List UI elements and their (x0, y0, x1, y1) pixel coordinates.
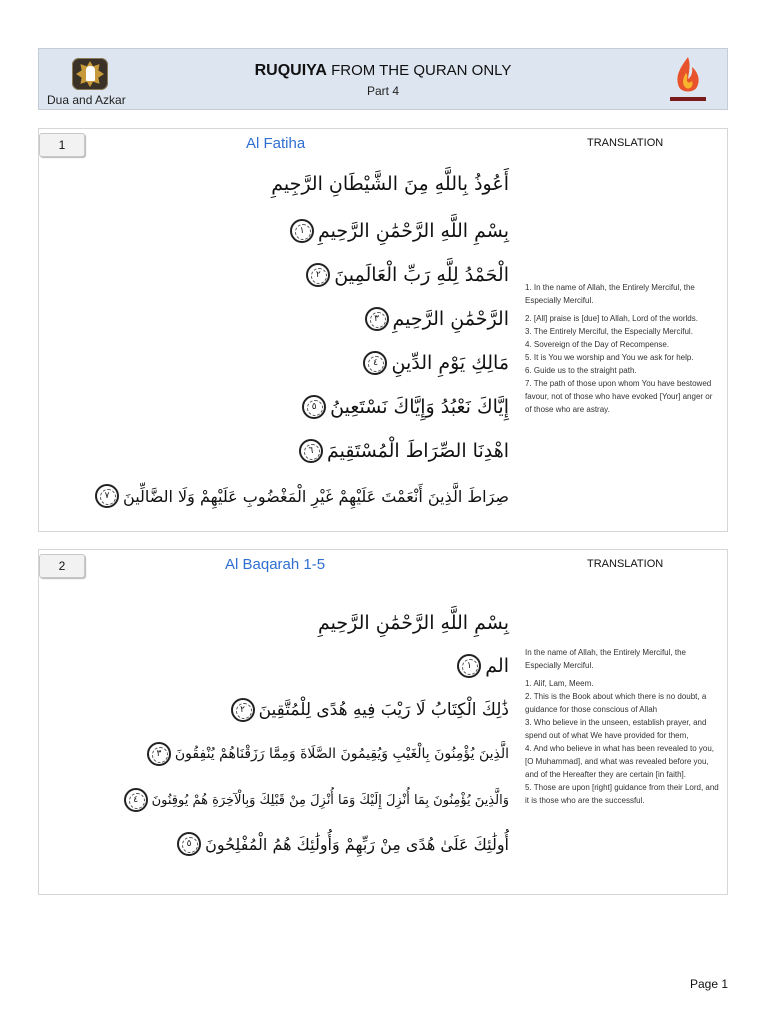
section-title: Al Baqarah 1-5 (225, 556, 326, 573)
verse-text: إِيَّاكَ نَعْبُدُ وَإِيَّاكَ نَسْتَعِينُ (330, 396, 509, 418)
page-number: Page 1 (690, 977, 729, 991)
verse-line (302, 395, 509, 419)
verse-text: الرَّحْمَٰنِ الرَّحِيمِ (392, 308, 509, 330)
flame-logo-icon (667, 55, 709, 105)
section-number: 2 (39, 554, 85, 578)
page-subtitle: Part 4 (366, 84, 399, 98)
translation-label: TRANSLATION (587, 558, 664, 570)
translation-line: 2. This is the Book about which there is no doubt, a guidance for those conscious of Allah (525, 692, 707, 714)
verse-line (124, 788, 509, 812)
brand-name: Dua and Azkar (47, 93, 126, 107)
translation-line: 3. Who believe in the unseen, establish prayer, and spend out of what We have provided for them, (525, 718, 707, 740)
verse-line (363, 351, 509, 375)
translation-line: 4. Sovereign of the Day of Recompense. (525, 340, 670, 349)
ayah-number-marker: ٢ (231, 698, 255, 722)
verse-line (290, 219, 509, 243)
verse-line (306, 263, 509, 287)
verse-text: اهْدِنَا الصِّرَاطَ الْمُسْتَقِيمَ (326, 440, 509, 462)
ayah-number-marker: ٦ (299, 439, 323, 463)
verse-line (318, 612, 509, 634)
ayah-number-marker: ٥ (177, 832, 201, 856)
title-strong: RUQUIYA (254, 62, 327, 79)
translation-line: 2. [All] praise is [due] to Allah, Lord of the worlds. (525, 314, 698, 323)
verse-line (95, 484, 509, 508)
section-title: Al Fatiha (246, 135, 306, 152)
verse-text: الم (485, 655, 509, 677)
translation-line: 7. The path of those upon whom You have bestowed favour, not of those who have evoked [Your] anger or of those who are astray. (525, 379, 713, 414)
page-header (38, 48, 728, 110)
ayah-number-marker: ٣ (365, 307, 389, 331)
translation-text (525, 281, 721, 416)
translation-text (525, 646, 721, 807)
translation-line: 5. It is You we worship and You we ask for help. (525, 353, 694, 362)
translation-line: 6. Guide us to the straight path. (525, 366, 637, 375)
ayah-number-marker: ٥ (302, 395, 326, 419)
verse-text: بِسْمِ اللَّهِ الرَّحْمَٰنِ الرَّحِيمِ (318, 220, 509, 242)
verse-line (457, 654, 509, 678)
verse-text: بِسْمِ اللَّهِ الرَّحْمَٰنِ الرَّحِيمِ (318, 612, 509, 634)
verse-line (147, 742, 509, 766)
translation-line: In the name of Allah, the Entirely Merciful, the Especially Merciful. (525, 648, 686, 670)
verse-text: صِرَاطَ الَّذِينَ أَنْعَمْتَ عَلَيْهِمْ غَيْرِ الْمَغْضُوبِ عَلَيْهِمْ وَلَا الضَّالِّينَ (123, 486, 509, 506)
section-number: 1 (39, 133, 85, 157)
title-rest: FROM THE QURAN ONLY (331, 62, 512, 79)
ayah-number-marker: ١ (457, 654, 481, 678)
ayah-number-marker: ٤ (363, 351, 387, 375)
translation-line: 5. Those are upon [right] guidance from their Lord, and it is those who are the successful. (525, 783, 719, 805)
section-al-fatiha (38, 128, 728, 532)
ayah-number-marker: ٤ (124, 788, 148, 812)
ayah-number-marker: ٣ (147, 742, 171, 766)
verse-text: وَالَّذِينَ يُؤْمِنُونَ بِمَا أُنْزِلَ إِلَيْكَ وَمَا أُنْزِلَ مِنْ قَبْلِكَ وَبِالْآخِرَةِ هُمْ يُوقِنُونَ (151, 792, 509, 808)
translation-line: 4. And who believe in what has been revealed to you, [O Muhammad], and what was revealed before you, and of the Hereafter they are certain [in faith]. (525, 744, 715, 779)
ayah-number-marker: ١ (290, 219, 314, 243)
verse-text: الْحَمْدُ لِلَّهِ رَبِّ الْعَالَمِينَ (334, 264, 509, 286)
translation-line: 1. Alif, Lam, Meem. (525, 679, 594, 688)
verse-text: الَّذِينَ يُؤْمِنُونَ بِالْغَيْبِ وَيُقِيمُونَ الصَّلَاةَ وَمِمَّا رَزَقْنَاهُمْ يُنْفِقُونَ (174, 746, 509, 762)
verse-line (231, 698, 509, 722)
translation-line: 1. In the name of Allah, the Entirely Merciful, the Especially Merciful. (525, 283, 695, 305)
section-al-baqarah (38, 549, 728, 895)
verse-line (365, 307, 509, 331)
translation-label: TRANSLATION (587, 137, 664, 149)
verse-line (177, 832, 509, 856)
verse-text: أَعُوذُ بِاللَّهِ مِنَ الشَّيْطَانِ الرَّجِيمِ (271, 173, 509, 195)
verse-text: ذَٰلِكَ الْكِتَابُ لَا رَيْبَ فِيهِ هُدًى لِلْمُتَّقِينَ (258, 700, 509, 720)
page-title (39, 62, 727, 80)
verse-text: أُولَٰئِكَ عَلَىٰ هُدًى مِنْ رَبِّهِمْ وَأُولَٰئِكَ هُمُ الْمُفْلِحُونَ (205, 834, 509, 854)
ayah-number-marker: ٢ (306, 263, 330, 287)
verse-line (299, 439, 509, 463)
translation-line: 3. The Entirely Merciful, the Especially Merciful. (525, 327, 693, 336)
ayah-number-marker: ٧ (95, 484, 119, 508)
verse-line (271, 173, 509, 195)
verse-text: مَالِكِ يَوْمِ الدِّينِ (391, 352, 509, 374)
